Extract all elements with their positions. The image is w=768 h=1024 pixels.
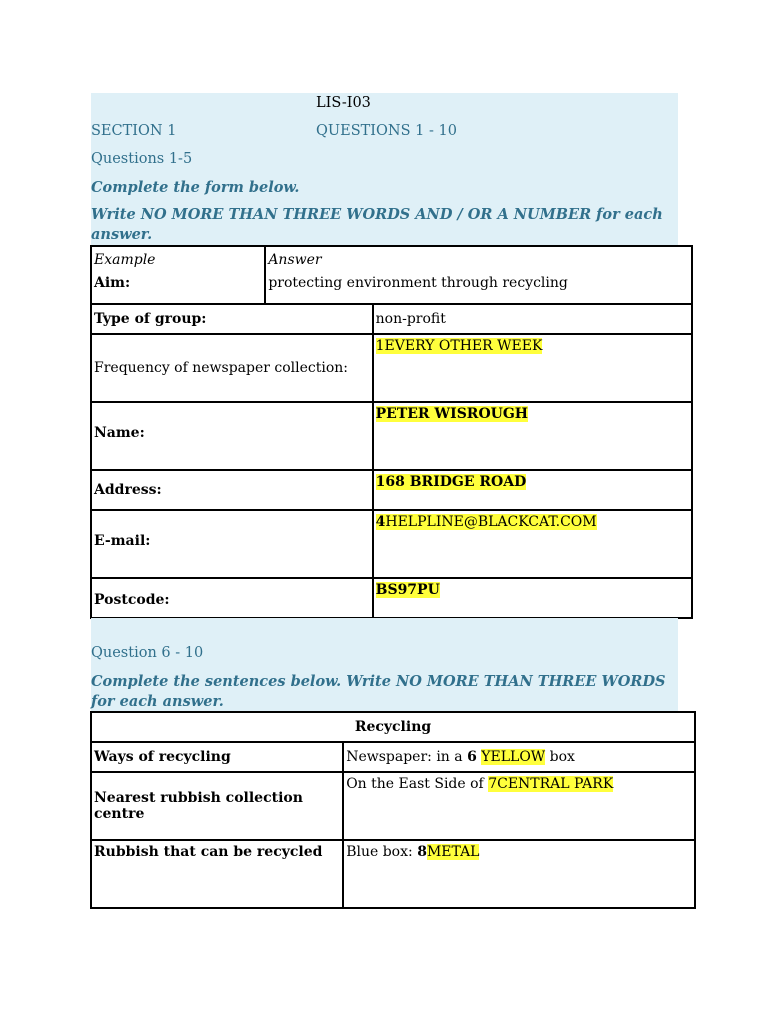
recycling-row-ways: [91, 742, 695, 772]
aim-value: protecting environment through recycling: [268, 275, 568, 291]
name-label: Name:: [91, 402, 373, 470]
email-label: E-mail:: [91, 510, 373, 578]
part1-instruction-2: Write NO MORE THAN THREE WORDS AND / OR A NUMBER for each answer.: [91, 206, 663, 243]
recycling-row-rubbish: [91, 840, 695, 908]
email-row: [91, 510, 692, 578]
frequency-answer: 1EVERY OTHER WEEK: [375, 338, 543, 354]
address-row: [91, 470, 692, 510]
nearest-centre-value: On the East Side of 7CENTRAL PARK: [343, 772, 695, 840]
recycling-table-title: Recycling: [91, 712, 695, 742]
name-answer: PETER WISROUGH: [375, 406, 529, 422]
part2-heading: Question 6 - 10: [91, 645, 204, 661]
example-header: Example: [94, 252, 156, 268]
question-number-7: 7: [488, 776, 498, 792]
type-of-group-value: non-profit: [373, 304, 692, 334]
ways-of-recycling-value: Newspaper: in a 6 YELLOW box: [343, 742, 695, 772]
recycling-title-row: [91, 712, 695, 742]
part1-instruction-1: Complete the form below.: [91, 179, 300, 196]
frequency-label: Frequency of newspaper collection:: [91, 334, 373, 402]
frequency-row: [91, 334, 692, 402]
email-answer: 4HELPLINE@BLACKCAT.COM: [375, 514, 597, 530]
question-number-4: 4: [375, 514, 386, 530]
recycling-table: [90, 711, 696, 909]
type-of-group-label: Type of group:: [91, 304, 373, 334]
question-number-8: 8: [417, 844, 427, 860]
recycling-row-centre: [91, 772, 695, 840]
aim-label: Aim:: [94, 275, 131, 291]
part2-instruction: Complete the sentences below. Write NO MORE THAN THREE WORDS for each answer.: [91, 673, 666, 710]
email-answer-cell: [373, 510, 692, 578]
frequency-answer-cell: [373, 334, 692, 402]
ways-answer: YELLOW: [481, 749, 546, 765]
form-table: [90, 245, 693, 619]
postcode-answer: BS97PU: [375, 582, 440, 598]
test-code: LIS-I03: [316, 95, 371, 111]
postcode-row: [91, 578, 692, 618]
question-number-1: 1: [375, 338, 385, 354]
address-answer-cell: [373, 470, 692, 510]
recyclable-rubbish-label: Rubbish that can be recycled: [91, 840, 343, 908]
nearest-centre-label: Nearest rubbish collection centre: [91, 772, 343, 840]
address-answer: 168 BRIDGE ROAD: [375, 474, 527, 490]
address-label: Address:: [91, 470, 373, 510]
example-row: [91, 246, 692, 304]
example-label-cell: [91, 246, 265, 304]
example-answer-cell: [265, 246, 692, 304]
section-label: SECTION 1: [91, 123, 177, 139]
name-row: [91, 402, 692, 470]
centre-answer: 7CENTRAL PARK: [488, 776, 614, 792]
question-number-6: 6: [467, 749, 477, 765]
ways-of-recycling-label: Ways of recycling: [91, 742, 343, 772]
part1-heading: Questions 1-5: [91, 151, 193, 167]
questions-range: QUESTIONS 1 - 10: [316, 123, 457, 139]
name-answer-cell: [373, 402, 692, 470]
type-of-group-row: [91, 304, 692, 334]
recyclable-rubbish-value: Blue box: 8METAL: [343, 840, 695, 908]
postcode-answer-cell: [373, 578, 692, 618]
rubbish-answer: METAL: [426, 844, 480, 860]
answer-header: Answer: [268, 252, 322, 268]
postcode-label: Postcode:: [91, 578, 373, 618]
